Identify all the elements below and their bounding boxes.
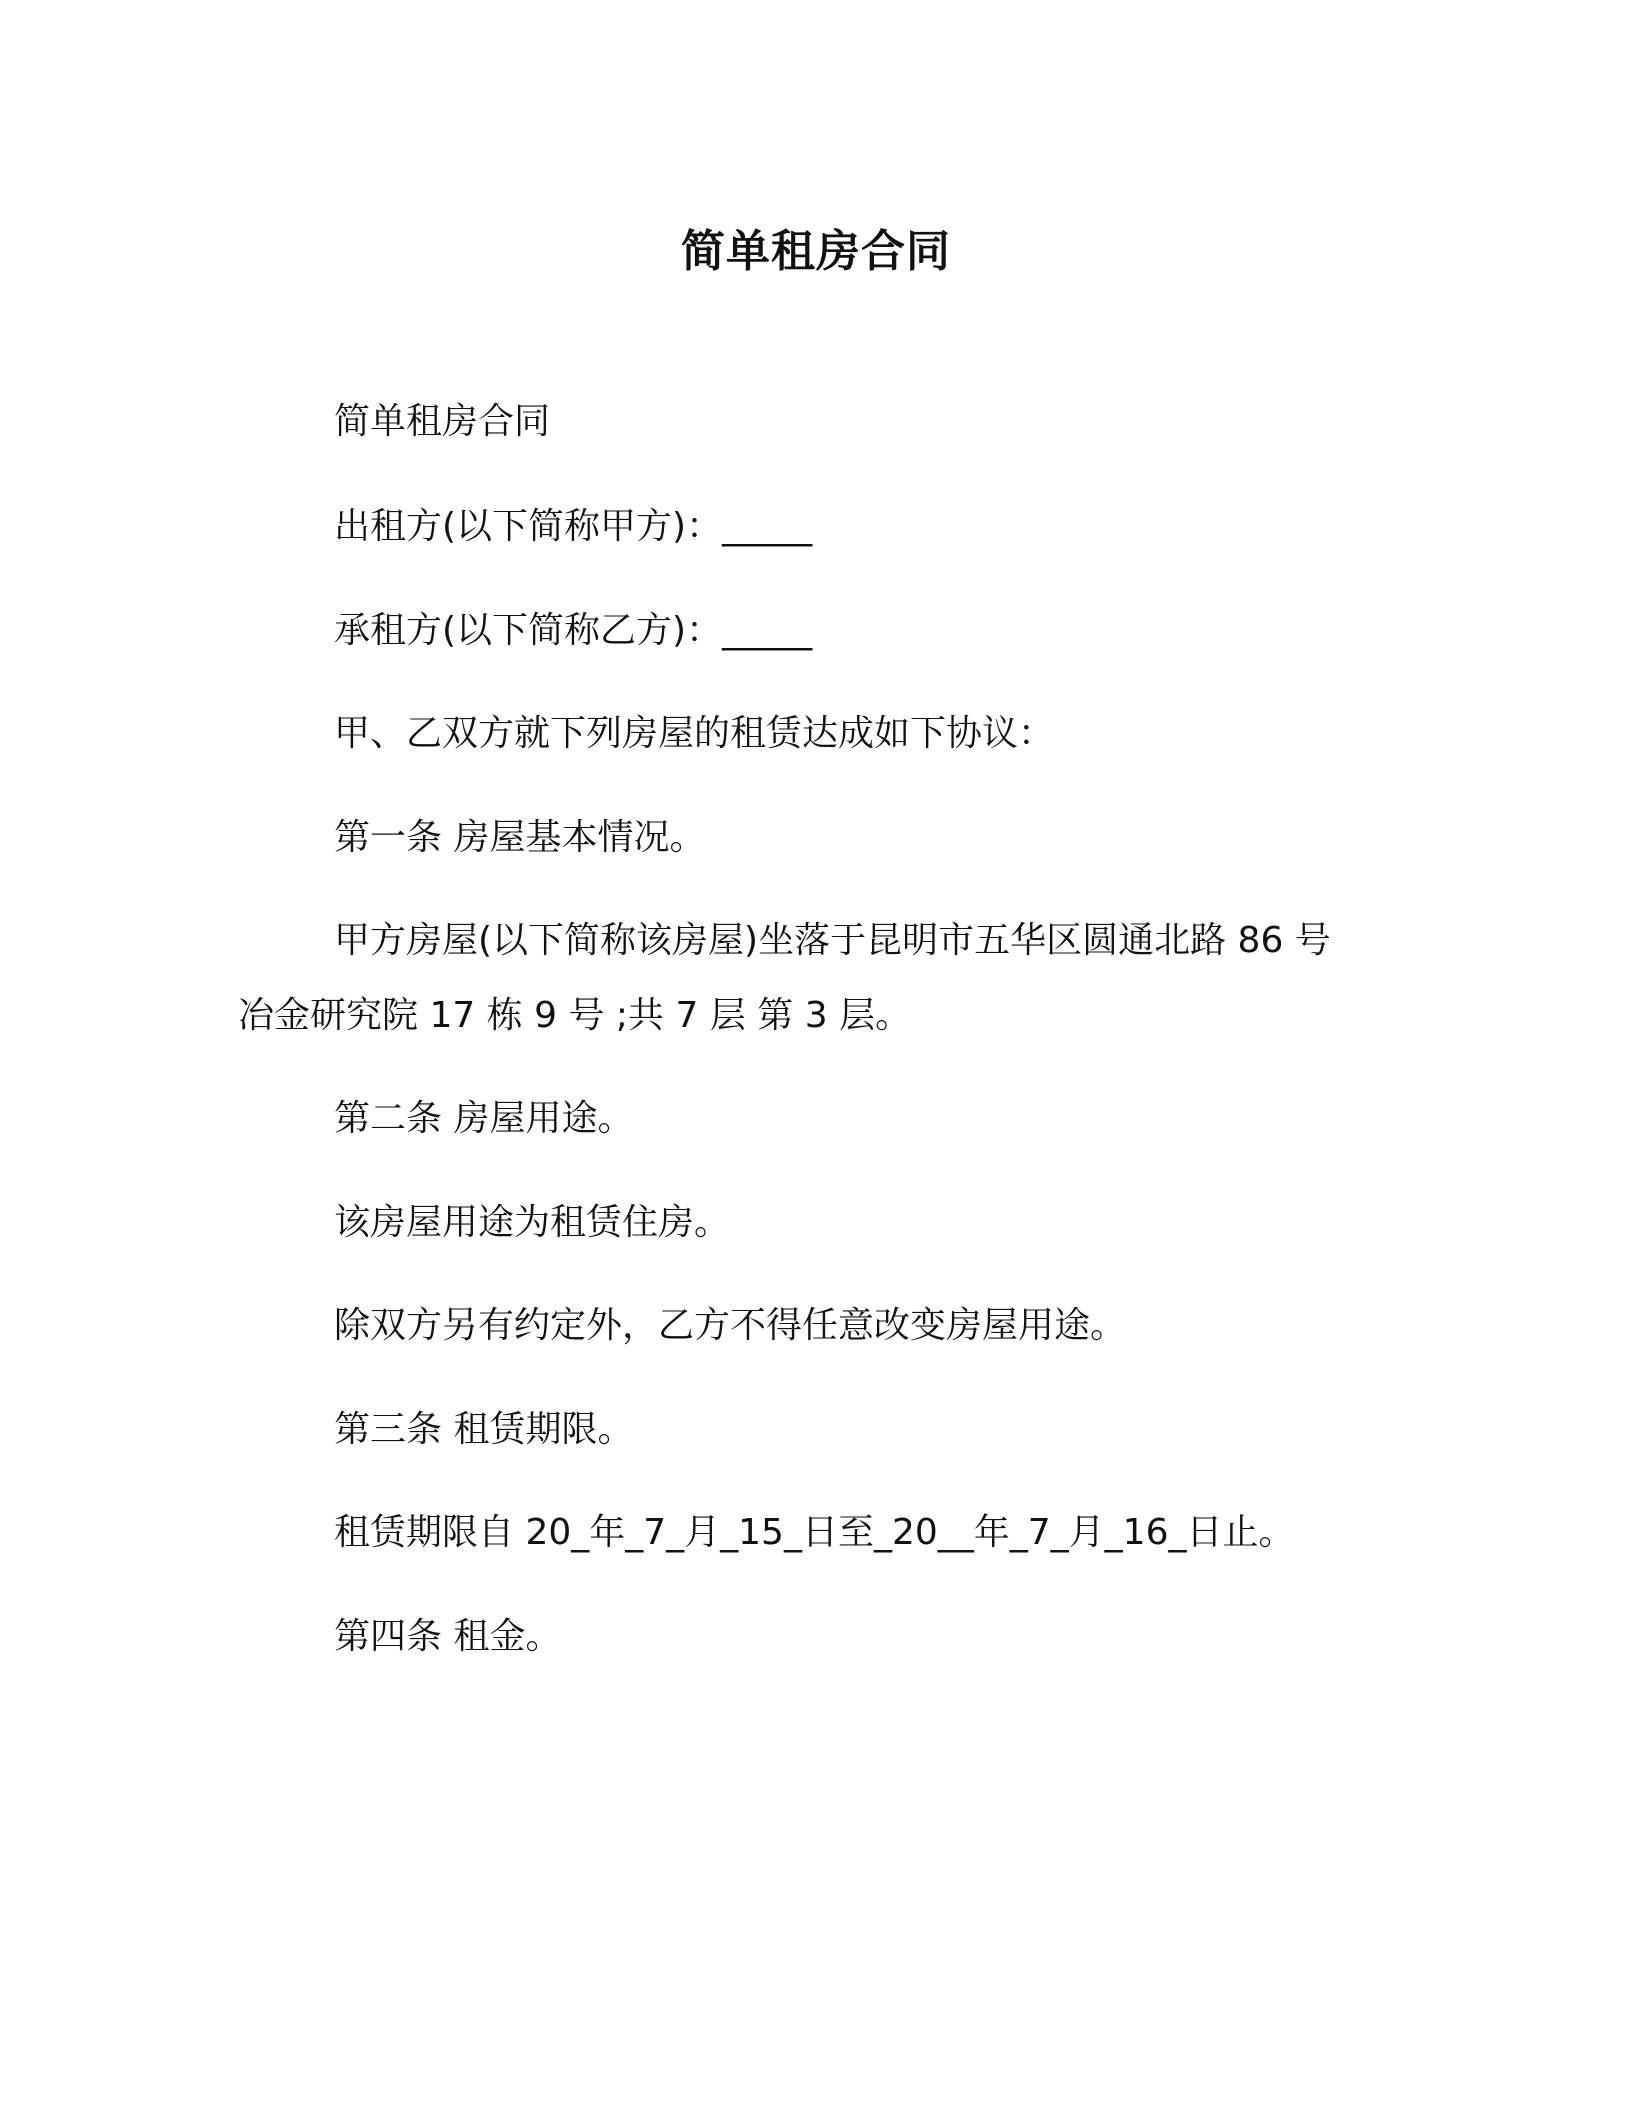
document-title: 简单租房合同	[681, 226, 951, 277]
article-2-text-2: 除双方另有约定外，乙方不得任意改变房屋用途。	[334, 1305, 1127, 1346]
article-3-text: 租赁期限自 20_年_7_月_15_日至_20__年_7_月_16_日止。	[334, 1512, 1295, 1553]
paragraph-lessee: 承租方(以下简称乙方)：_____	[334, 610, 813, 651]
paragraph-heading: 简单租房合同	[334, 401, 551, 442]
article-4-heading: 第四条 租金。	[334, 1616, 562, 1657]
article-1-text-line-1: 甲方房屋(以下简称该房屋)坐落于昆明市五华区圆通北路 86 号	[334, 920, 1331, 961]
article-1-heading: 第一条 房屋基本情况。	[334, 817, 706, 858]
article-2-text-1: 该房屋用途为租赁住房。	[334, 1202, 731, 1243]
article-1-text-line-2: 冶金研究院 17 栋 9 号 ;共 7 层 第 3 层。	[238, 995, 912, 1036]
paragraph-lessor: 出租方(以下简称甲方)：_____	[334, 506, 813, 547]
paragraph-agreement-intro: 甲、乙双方就下列房屋的租赁达成如下协议：	[334, 713, 1055, 754]
article-3-heading: 第三条 租赁期限。	[334, 1409, 634, 1450]
article-2-heading: 第二条 房屋用途。	[334, 1098, 634, 1139]
